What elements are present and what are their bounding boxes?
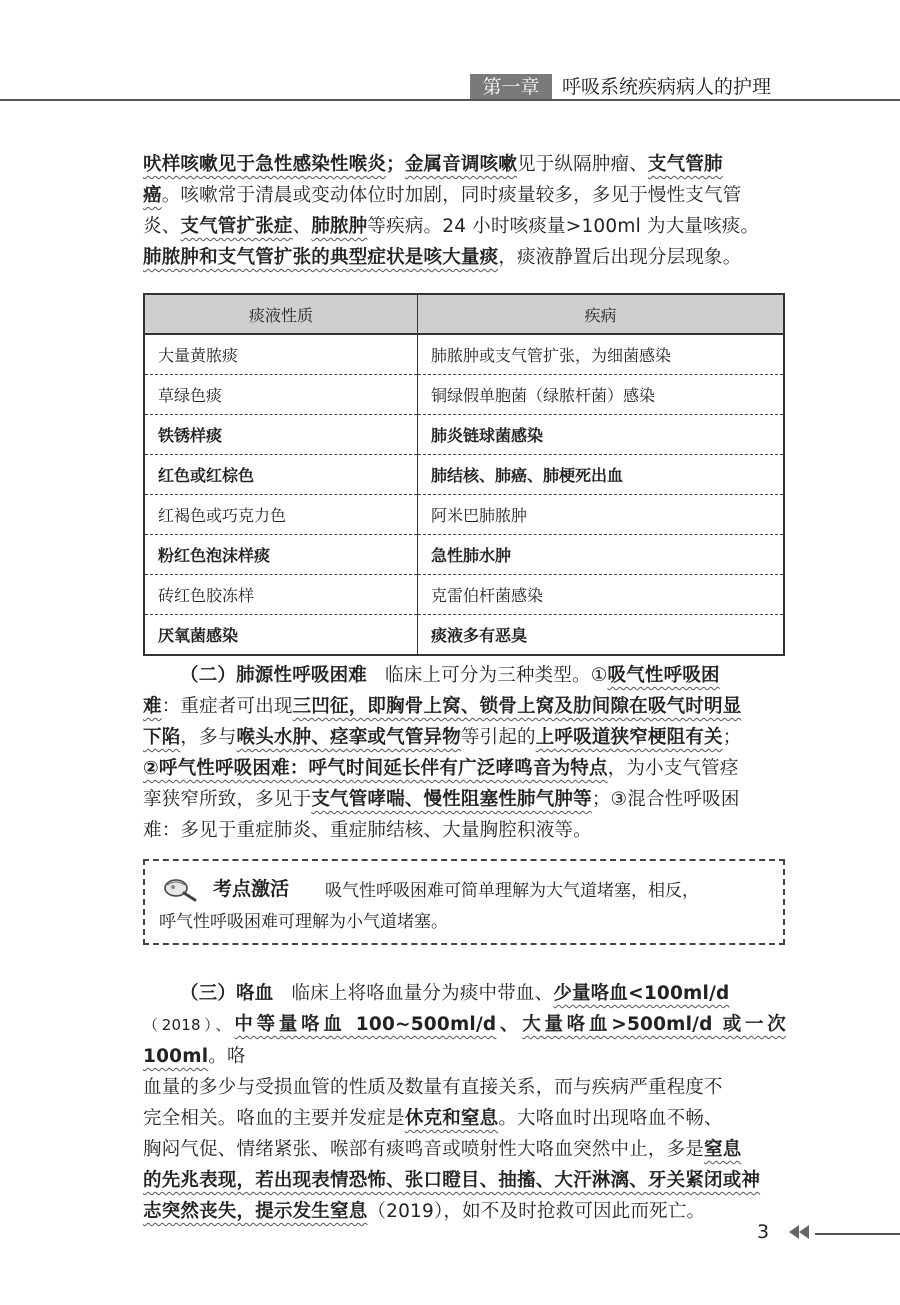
table-cell-disease: 铜绿假单胞菌（绿脓杆菌）感染 [418,375,785,415]
dyspnea-text: 难：多见于重症肺炎、重症肺结核、大量胸腔积液等。 [143,820,592,841]
dyspnea-text: 喉头水肿、痉挛或气管异物 [236,727,461,748]
dyspnea-text: ，为小支气管痉 [607,758,739,779]
key-point-box [143,859,785,945]
page-number: 3 [757,1221,770,1243]
table-cell-nature: 铁锈样痰 [144,415,418,455]
table-cell-nature: 红褐色或巧克力色 [144,495,418,535]
table-cell-disease: 肺炎链球菌感染 [418,415,785,455]
magnifier-icon [161,875,199,903]
hemoptysis-text: 休克和窒息 [404,1108,499,1129]
hemoptysis-text: 志突然丧失，提示发生窒息 [143,1201,368,1222]
dyspnea-text: ：重症者可出现 [161,696,293,717]
hemoptysis-text: 。咯 [208,1046,246,1067]
table-cell-disease: 痰液多有恶臭 [418,615,785,656]
hemoptysis-text: 窒息 [704,1139,742,1160]
intro-text: ，痰液静置后出现分层现象。 [498,247,742,268]
dyspnea-text: 等引起的 [460,727,536,748]
table-cell-nature: 红色或红棕色 [144,455,418,495]
table-row [144,455,784,495]
hemoptysis-text: 大量咯血>500ml/d 或一次 100ml [143,1014,786,1067]
table-cell-nature: 草绿色痰 [144,375,418,415]
dyspnea-text: 支气管哮喘、慢性阻塞性肺气肿等 [311,789,592,810]
table-cell-disease: 急性肺水肿 [418,535,785,575]
table-row [144,415,784,455]
table-cell-disease: 阿米巴肺脓肿 [418,495,785,535]
table-cell-nature: 砖红色胶冻样 [144,575,418,615]
table-header-row [144,294,784,334]
intro-text: 肺脓肿和支气管扩张的典型症状是咳大量痰 [143,247,499,268]
hemoptysis-text: 完全相关。咯血的主要并发症是 [143,1108,405,1129]
intro-text: 等疾病。24 小时咳痰量>100ml 为大量咳痰。 [367,216,760,237]
intro-text: 肺脓肿 [311,216,368,237]
intro-text: 。咳嗽常于清晨或变动体位时加剧，同时痰量较多，多见于慢性支气管 [161,185,742,206]
hemoptysis-heading: （三）咯血 [180,983,274,1004]
hemoptysis-text: 的先兆表现，若出现表情恐怖、张口瞪目、抽搐、大汗淋漓、牙关紧闭或神 [143,1170,761,1191]
intro-text: 支气管扩张症 [180,216,293,237]
table-cell-nature: 粉红色泡沫样痰 [144,535,418,575]
intro-text: 癌 [143,185,162,206]
hemoptysis-text: 中等量咯血 100~500ml/d [234,1014,497,1035]
table-row [144,535,784,575]
tip-title: 考点激活 [213,878,290,900]
year-tag: （2018）、 [143,1016,235,1034]
footer-rule [815,1233,900,1235]
intro-text: 支气管肺 [647,154,723,175]
header-rule [0,99,900,101]
chapter-title: 呼吸系统疾病病人的护理 [562,76,772,98]
dyspnea-text: ，多与 [180,727,237,748]
dyspnea-heading: （二）肺源性呼吸困难 [180,665,368,686]
table-row [144,495,784,535]
intro-text: ； [386,154,405,175]
dyspnea-text: ； [722,727,742,748]
dyspnea-text: 下陷 [143,727,181,748]
dyspnea-text: 吸气性呼吸困 [607,665,720,686]
intro-text: 、 [292,216,312,237]
table-row [144,575,784,615]
intro-text: 吠样咳嗽见于急性感染性喉炎 [143,154,387,175]
dyspnea-text: 挛狭窄所致，多见于 [143,789,312,810]
intro-text: 炎、 [143,216,181,237]
tip-text: 吸气性呼吸困难可简单理解为大气道堵塞，相反， [325,881,699,901]
tip-text: 呼气性呼吸困难可理解为小气道堵塞。 [159,912,448,932]
table-header-disease: 疾病 [418,294,785,334]
table-cell-disease: 克雷伯杆菌感染 [418,575,785,615]
hemoptysis-text: （2019），如不及时抢救可因此而死亡。 [367,1201,706,1222]
table-header-nature: 痰液性质 [144,294,418,334]
table-cell-nature: 大量黄脓痰 [144,334,418,375]
hemoptysis-text: 血量的多少与受损血管的性质及数量有直接关系，而与疾病严重程度不 [143,1077,723,1098]
dyspnea-text: 临床上可分为三种类型。① [385,665,608,686]
table-row [144,615,784,656]
hemoptysis-text: 少量咯血<100ml/d [553,983,730,1004]
table-cell-disease: 肺脓肿或支气管扩张，为细菌感染 [418,334,785,375]
intro-paragraph [143,149,786,273]
chapter-tab: 第一章 [470,74,552,101]
intro-text: 金属音调咳嗽 [404,154,518,175]
table-cell-nature: 厌氧菌感染 [144,615,418,656]
intro-text: 见于纵隔肿瘤、 [517,154,648,175]
table-row [144,334,784,375]
hemoptysis-text: 胸闷气促、情绪紧张、喉部有痰鸣音或喷射性大咯血突然中止，多是 [143,1139,705,1160]
sputum-table [143,293,785,656]
double-arrow-left-icon [787,1224,811,1244]
table-row [144,375,784,415]
dyspnea-paragraph [143,660,786,846]
dyspnea-text: 上呼吸道狭窄梗阻有关 [535,727,723,748]
hemoptysis-text: 。大咯血时出现咯血不畅、 [498,1108,723,1129]
dyspnea-text: ②呼气性呼吸困难：呼气时间延长伴有广泛哮鸣音为特点 [143,758,608,779]
dyspnea-text: 难 [143,696,162,717]
dyspnea-text: 三凹征，即胸骨上窝、锁骨上窝及肋间隙在吸气时明显 [292,696,742,717]
dyspnea-text: ；③混合性呼吸困 [591,789,740,810]
hemoptysis-text: 临床上将咯血量分为痰中带血、 [291,983,554,1004]
hemoptysis-paragraph [143,978,786,1227]
hemoptysis-text: 、 [496,1014,523,1035]
table-cell-disease: 肺结核、肺癌、肺梗死出血 [418,455,785,495]
